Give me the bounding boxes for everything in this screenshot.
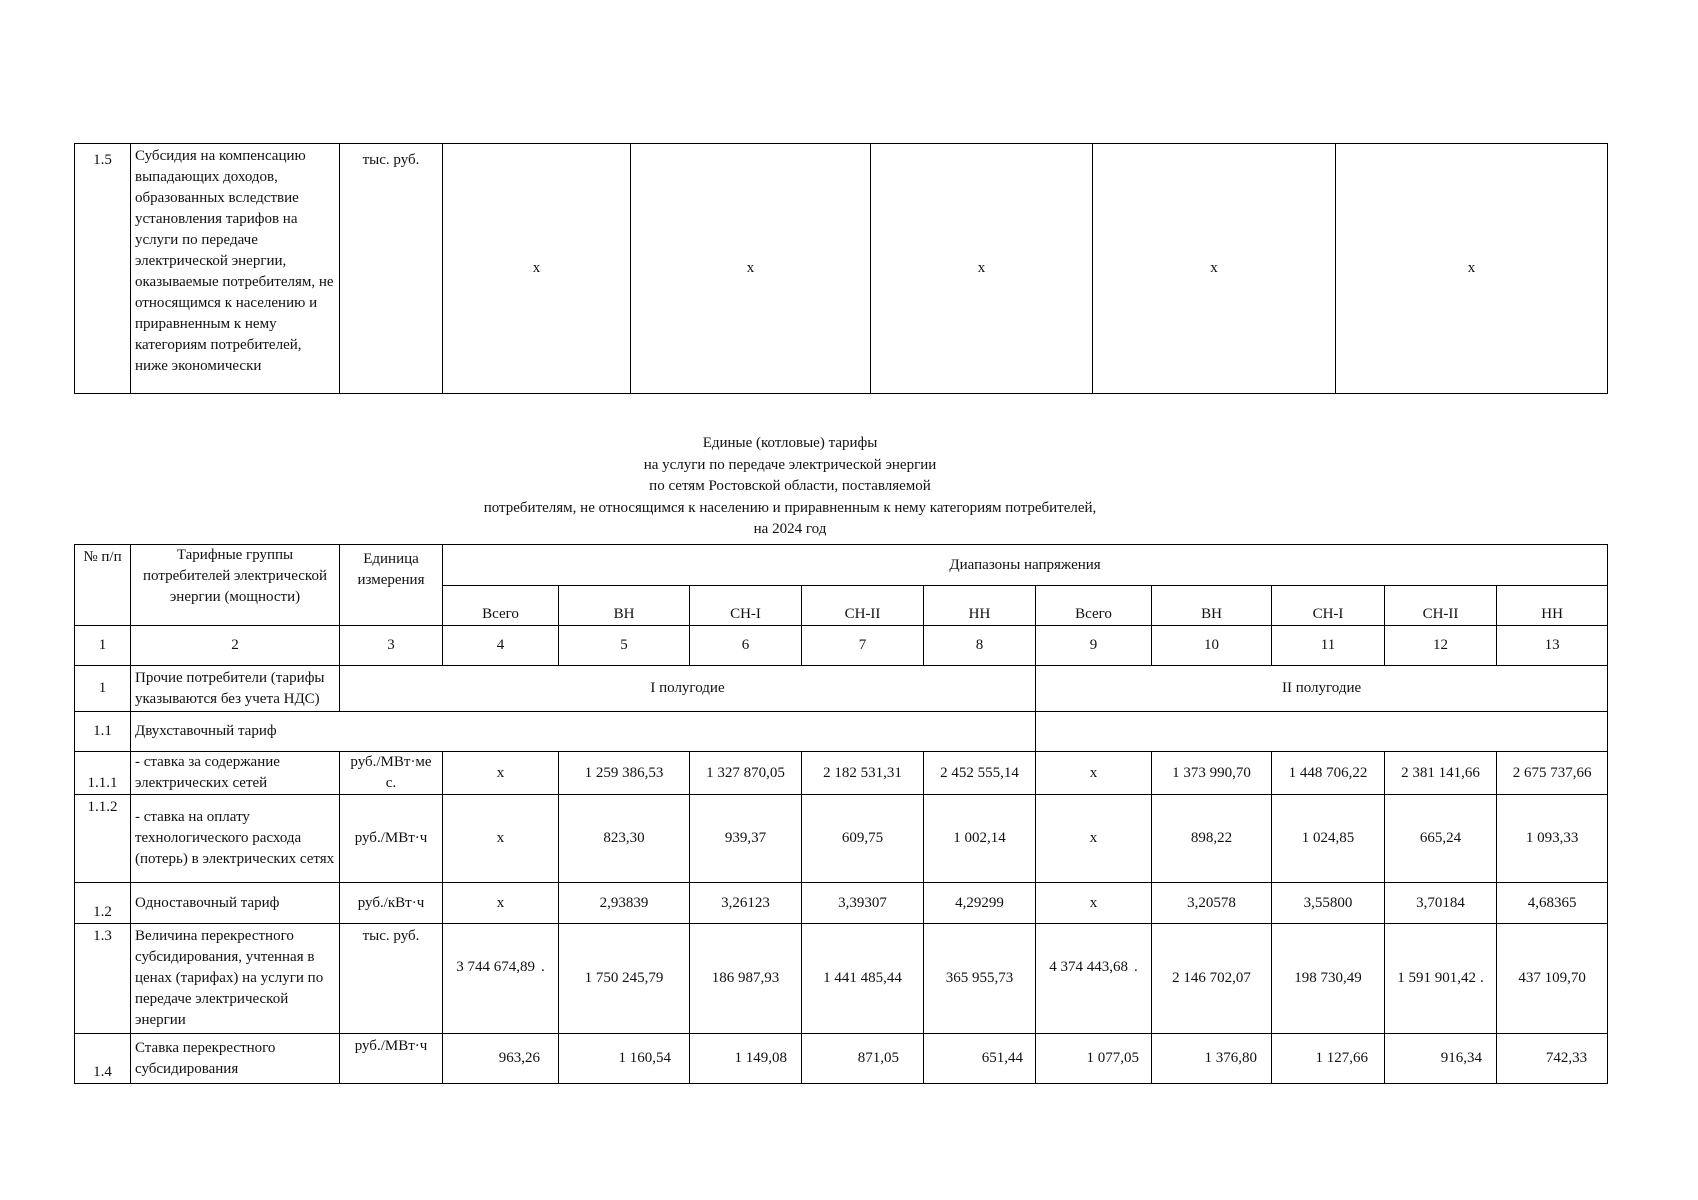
row-number: 1.2 [75, 883, 131, 924]
column-number: 11 [1272, 626, 1385, 666]
table-cell: 939,37 [690, 795, 802, 883]
title-line: потребителям, не относящимся к населению и приравненным к нему категориям потребителей, [483, 499, 1097, 516]
table-cell: 3,20578 [1152, 883, 1272, 924]
table-cell: х [443, 752, 559, 795]
table-cell: 1 002,14 [924, 795, 1036, 883]
row-number: 1 [75, 666, 131, 712]
table-cell: 1 024,85 [1272, 795, 1385, 883]
header-col: СН-II [1385, 586, 1497, 626]
table-cell: 1 591 901,42 [1397, 970, 1476, 986]
header-num: № п/п [75, 545, 131, 626]
header-col: Всего [1036, 586, 1152, 626]
row-unit: тыс. руб. [340, 144, 443, 394]
table-cell: 1 750 245,79 [559, 924, 690, 1034]
table-cell: 1 149,08 [690, 1034, 802, 1084]
table-cell: 365 955,73 [924, 924, 1036, 1034]
table-cell: 4,68365 [1497, 883, 1608, 924]
header-col: СН-I [690, 586, 802, 626]
table-cell: 2 452 555,14 [924, 752, 1036, 795]
row-name: Ставка перекрестного субсидирования [131, 1034, 340, 1084]
document-title [0, 433, 1580, 541]
table-cell: 2 146 702,07 [1152, 924, 1272, 1034]
tariff-table [74, 544, 1608, 1084]
table-cell: 1 160,54 [559, 1034, 690, 1084]
table-row [75, 144, 1608, 394]
table-cell: 3,26123 [690, 883, 802, 924]
half-year-1: I полугодие [340, 666, 1036, 712]
column-number: 7 [802, 626, 924, 666]
table-cell: 823,30 [559, 795, 690, 883]
table-cell: 4,29299 [924, 883, 1036, 924]
table-cell: 4 374 443,68 [1049, 959, 1128, 975]
table-cell: 3,55800 [1272, 883, 1385, 924]
table-cell: 1 127,66 [1272, 1034, 1385, 1084]
table-cell: 186 987,93 [690, 924, 802, 1034]
row-name: - ставка за содержание электрических сетей [131, 752, 340, 795]
table-cell: 1 327 870,05 [690, 752, 802, 795]
table-cell: 651,44 [924, 1034, 1036, 1084]
dot-mark: . [1480, 970, 1484, 986]
table-cell: 3 744 674,89 [456, 959, 535, 975]
table-cell: х [443, 795, 559, 883]
table-cell: 1 441 485,44 [802, 924, 924, 1034]
row-unit: тыс. руб. [340, 924, 443, 1034]
header-ranges: Диапазоны напряжения [443, 545, 1608, 586]
table-cell: х [1036, 883, 1152, 924]
table-cell: 1 093,33 [1497, 795, 1608, 883]
continuation-table [74, 143, 1608, 394]
row-name: Субсидия на компенсацию выпадающих доходов, образованных вследствие установления тарифов на услуги по передаче электрической энергии, оказываемые потребителям, не относящимся к населению и приравненным к нему категориям потребителей, ниже экономически [135, 148, 334, 374]
dot-mark: . [541, 959, 545, 975]
table-cell: 198 730,49 [1272, 924, 1385, 1034]
row-number: 1.1.1 [75, 752, 131, 795]
title-line: по сетям Ростовской области, поставляемой [649, 478, 931, 495]
row-name: Одноставочный тариф [131, 883, 340, 924]
header-col: СН-II [802, 586, 924, 626]
table-row [75, 883, 1608, 924]
column-number-row [75, 626, 1608, 666]
table-cell: 2,93839 [559, 883, 690, 924]
header-unit: Единица измерения [340, 545, 443, 626]
table-row [75, 1034, 1608, 1084]
header-col: ВН [1152, 586, 1272, 626]
column-number: 4 [443, 626, 559, 666]
table-cell: х [443, 144, 631, 394]
column-number: 1 [75, 626, 131, 666]
table-cell: х [1036, 752, 1152, 795]
column-number: 6 [690, 626, 802, 666]
title-line: Единые (котловые) тарифы [702, 435, 878, 451]
header-col: НН [924, 586, 1036, 626]
column-number: 2 [131, 626, 340, 666]
column-number: 12 [1385, 626, 1497, 666]
section-row [75, 666, 1608, 712]
table-cell: 1 373 990,70 [1152, 752, 1272, 795]
title-line: на 2024 год [753, 521, 827, 538]
row-number: 1.1 [75, 712, 131, 752]
half-year-2: II полугодие [1036, 666, 1608, 712]
table-cell: 871,05 [802, 1034, 924, 1084]
table-cell: 898,22 [1152, 795, 1272, 883]
column-number: 10 [1152, 626, 1272, 666]
header-col: ВН [559, 586, 690, 626]
row-number: 1.5 [75, 144, 131, 394]
empty-cell [1036, 712, 1608, 752]
row-name: Прочие потребители (тарифы указываются без учета НДС) [131, 666, 340, 712]
table-row [75, 712, 1608, 752]
table-cell: 916,34 [1385, 1034, 1497, 1084]
header-col: СН-I [1272, 586, 1385, 626]
table-cell: 3,39307 [802, 883, 924, 924]
table-row [75, 924, 1608, 1034]
table-cell: х [631, 144, 871, 394]
row-unit: руб./МВт·ме с. [340, 752, 443, 795]
row-name: Двухставочный тариф [131, 712, 1036, 752]
row-name: Величина перекрестного субсидирования, учтенная в ценах (тарифах) на услуги по передаче электрической энергии [131, 924, 340, 1034]
table-cell: 742,33 [1497, 1034, 1608, 1084]
table-cell: 2 381 141,66 [1385, 752, 1497, 795]
row-unit: руб./МВт·ч [340, 795, 443, 883]
row-number: 1.3 [75, 924, 131, 1034]
table-cell: х [443, 883, 559, 924]
header-group: Тарифные группы потребителей электрической энергии (мощности) [131, 545, 340, 626]
dot-mark: . [1134, 959, 1138, 975]
row-name: - ставка на оплату технологического расхода (потерь) в электрических сетях [131, 795, 340, 883]
table-cell: 3,70184 [1385, 883, 1497, 924]
table-cell: х [871, 144, 1093, 394]
header-col: НН [1497, 586, 1608, 626]
row-unit: руб./кВт·ч [340, 883, 443, 924]
column-number: 3 [340, 626, 443, 666]
table-cell: 1 448 706,22 [1272, 752, 1385, 795]
table-cell: 1 259 386,53 [559, 752, 690, 795]
column-number: 5 [559, 626, 690, 666]
table-cell: х [1093, 144, 1336, 394]
table-cell: 437 109,70 [1497, 924, 1608, 1034]
column-number: 9 [1036, 626, 1152, 666]
table-cell: 609,75 [802, 795, 924, 883]
header-col: Всего [443, 586, 559, 626]
table-cell: 1 376,80 [1152, 1034, 1272, 1084]
column-number: 8 [924, 626, 1036, 666]
table-cell: 2 675 737,66 [1497, 752, 1608, 795]
column-number: 13 [1497, 626, 1608, 666]
row-number: 1.4 [75, 1034, 131, 1084]
table-cell: 1 077,05 [1036, 1034, 1152, 1084]
table-cell: х [1336, 144, 1608, 394]
row-unit: руб./МВт·ч [340, 1034, 443, 1084]
table-row [75, 752, 1608, 795]
header-row [75, 545, 1608, 586]
row-number: 1.1.2 [75, 795, 131, 883]
table-cell: 2 182 531,31 [802, 752, 924, 795]
table-cell: х [1036, 795, 1152, 883]
table-cell: 963,26 [443, 1034, 559, 1084]
title-line: на услуги по передаче электрической энергии [643, 456, 937, 473]
table-cell: 665,24 [1385, 795, 1497, 883]
table-row [75, 795, 1608, 883]
